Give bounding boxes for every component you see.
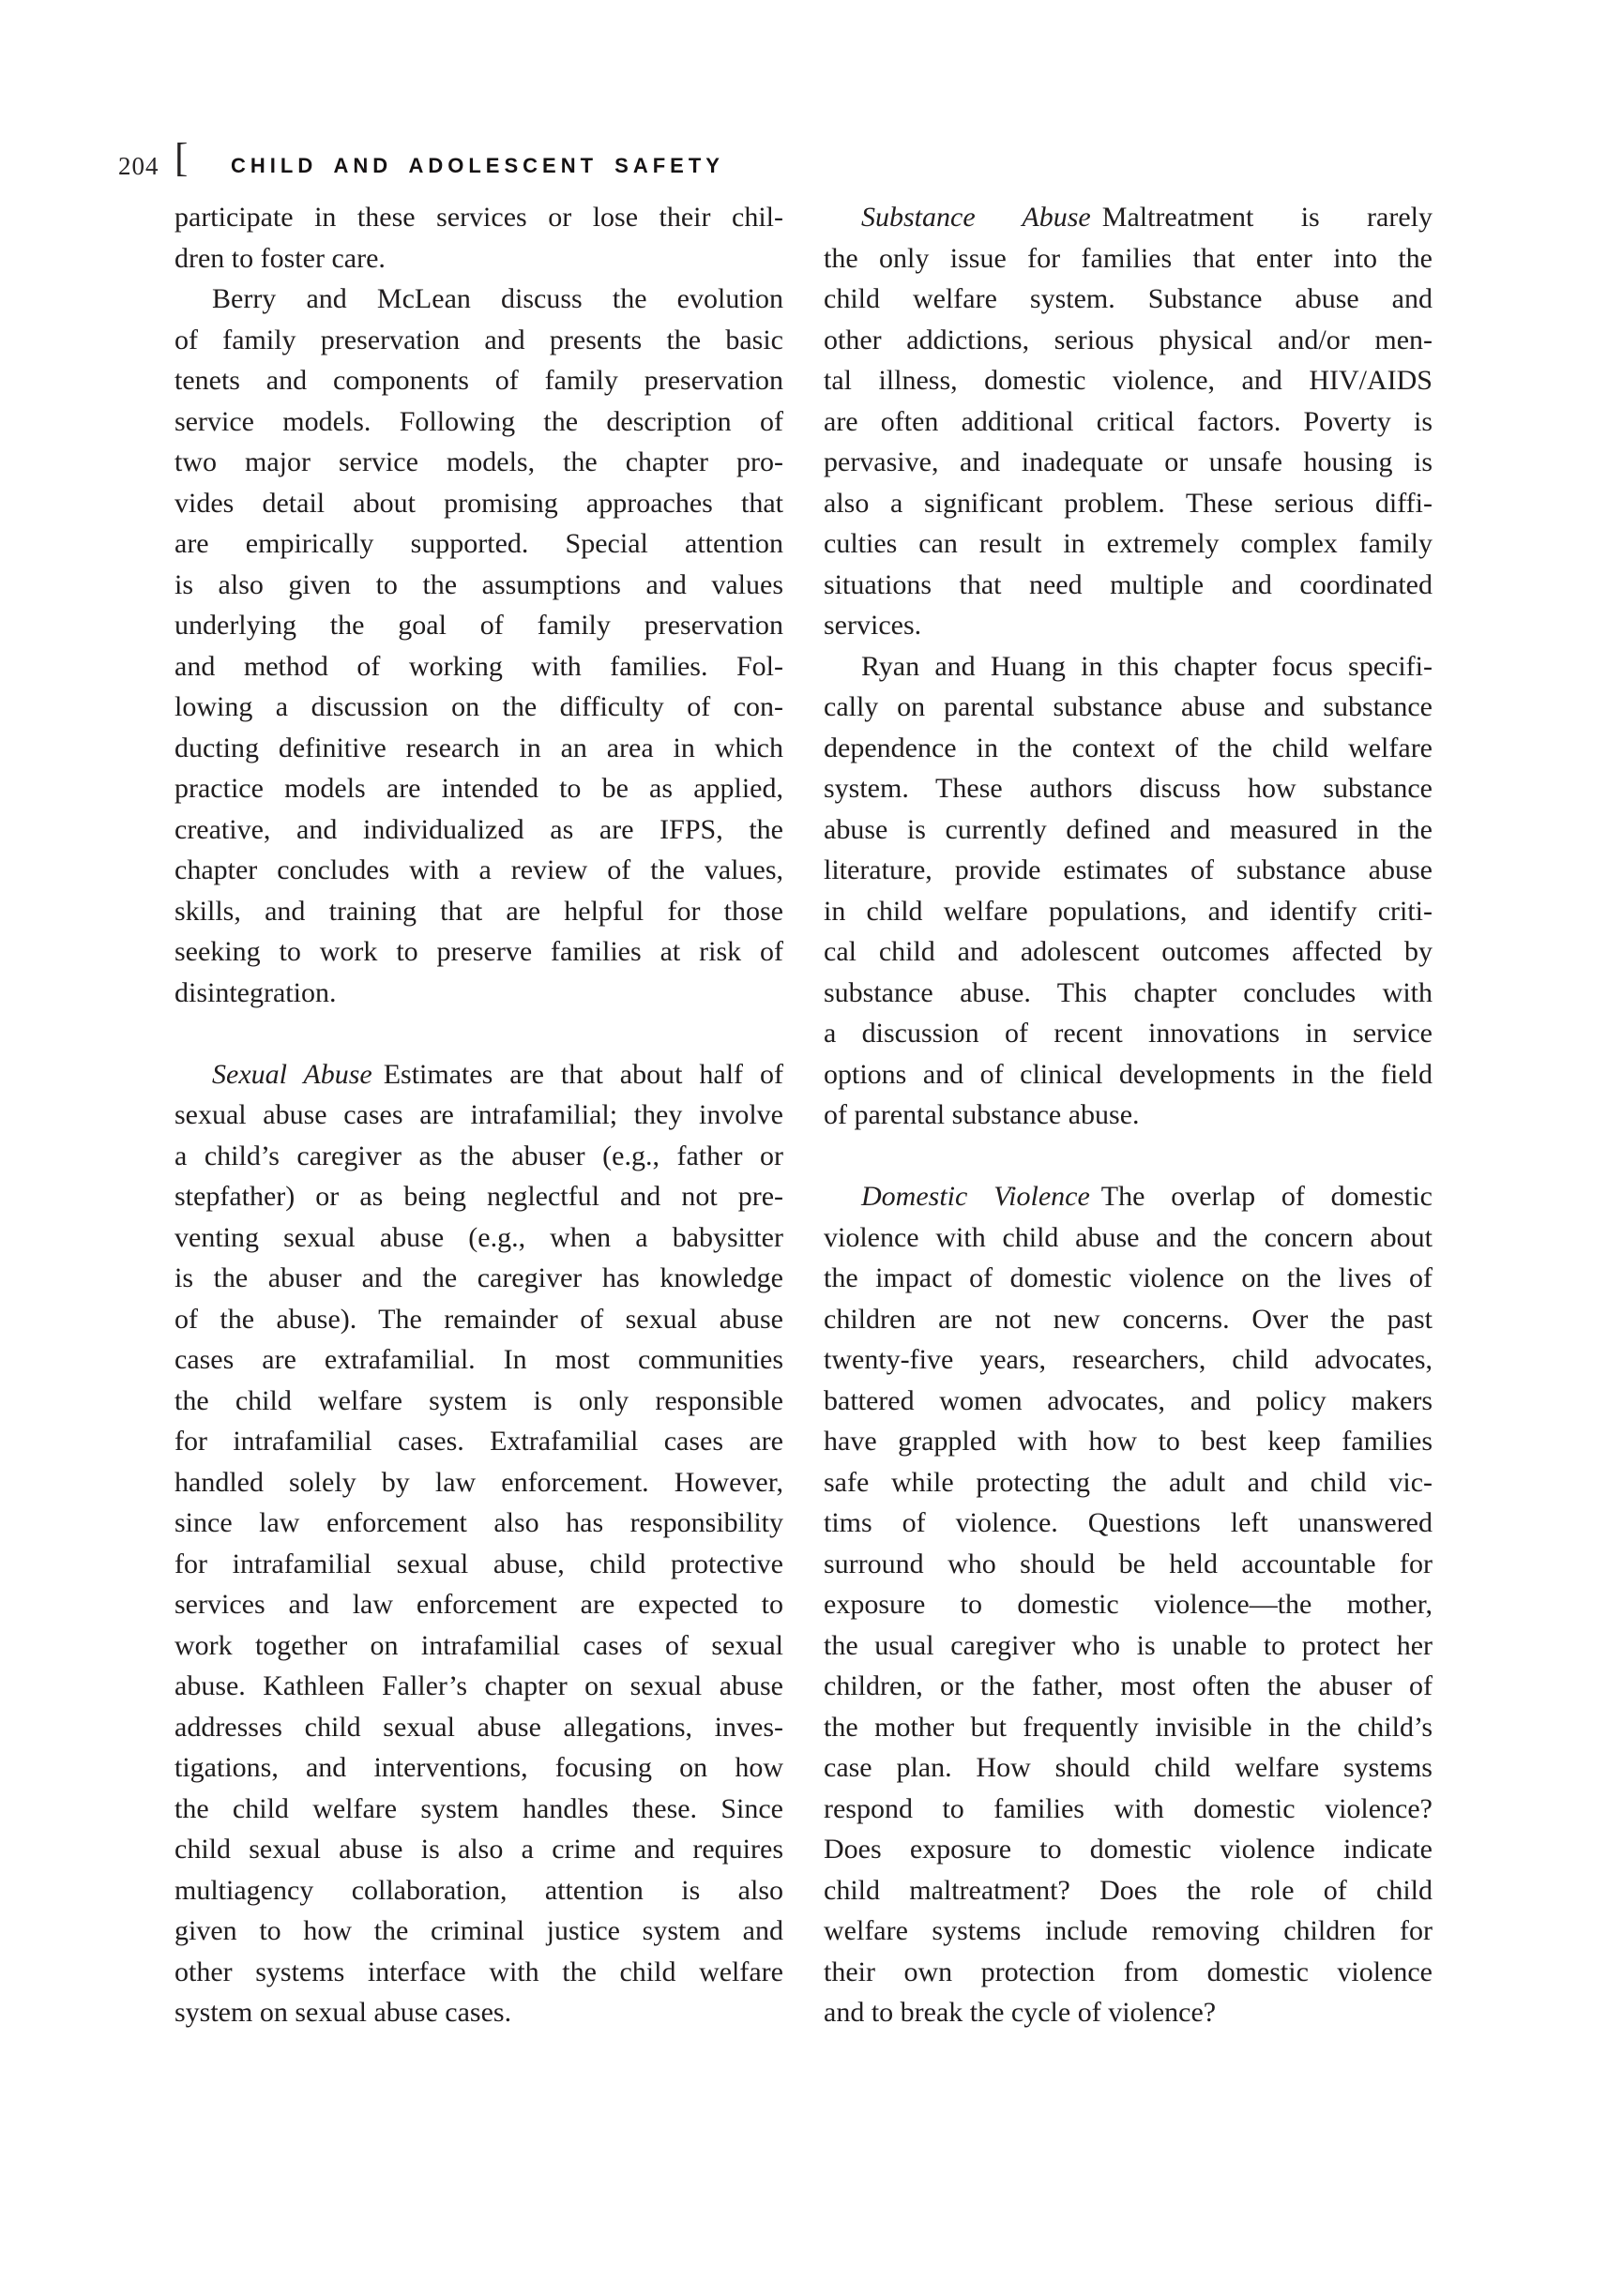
text-line: their own protection from domestic violence xyxy=(824,1956,1433,1987)
text-line: battered women advocates, and policy makers xyxy=(824,1384,1433,1416)
text-line: underlying the goal of family preservation xyxy=(174,610,783,641)
text-line: child sexual abuse is also a crime and requires xyxy=(174,1834,783,1865)
text-line: Berry and McLean discuss the evolution xyxy=(212,283,783,314)
text-line: handled solely by law enforcement. However, xyxy=(174,1466,783,1498)
text-line: other systems interface with the child welfare xyxy=(174,1956,783,1987)
text-column-right xyxy=(824,197,1433,2033)
text-line: of family preservation and presents the basic xyxy=(174,324,783,355)
text-line: stepfather) or as being neglectful and not pre- xyxy=(174,1181,783,1212)
text-line: of parental substance abuse. xyxy=(824,1099,1140,1130)
paragraph xyxy=(824,197,1433,646)
text-line: services. xyxy=(824,610,922,641)
text-line: Substance Abuse Maltreatment is rarely xyxy=(861,202,1433,233)
text-line: disintegration. xyxy=(174,976,337,1008)
section-heading: Sexual Abuse xyxy=(212,1058,372,1090)
text-line: situations that need multiple and coordinated xyxy=(824,568,1433,600)
text-line: vides detail about promising approaches that xyxy=(174,487,783,519)
text-line: also a significant problem. These serious diffi- xyxy=(824,487,1433,519)
text-line: ducting definitive research in an area in which xyxy=(174,732,783,763)
text-line: have grappled with how to best keep families xyxy=(824,1426,1433,1457)
paragraph xyxy=(174,1054,783,2033)
text-line: Domestic Violence The overlap of domestic xyxy=(861,1181,1433,1212)
text-line: respond to families with domestic violence? xyxy=(824,1792,1433,1824)
text-line: lowing a discussion on the difficulty of con- xyxy=(174,691,783,722)
text-line: system. These authors discuss how substance xyxy=(824,773,1433,804)
text-line: substance abuse. This chapter concludes with xyxy=(824,976,1433,1008)
text-line: of the abuse). The remainder of sexual abuse xyxy=(174,1303,783,1335)
text-line: culties can result in extremely complex family xyxy=(824,528,1433,559)
text-line: work together on intrafamilial cases of sexual xyxy=(174,1629,783,1661)
text-line: the mother but frequently invisible in the child’s xyxy=(824,1711,1433,1743)
text-line: a child’s caregiver as the abuser (e.g., father or xyxy=(174,1140,783,1171)
text-line: tal illness, domestic violence, and HIV/AIDS xyxy=(824,365,1433,396)
running-head-title: CHILD AND ADOLESCENT SAFETY xyxy=(231,154,724,177)
text-line: Does exposure to domestic violence indicate xyxy=(824,1834,1433,1865)
text-line: sexual abuse cases are intrafamilial; they involve xyxy=(174,1099,783,1130)
text-line: for intrafamilial sexual abuse, child protective xyxy=(174,1548,783,1579)
text-line: the child welfare system handles these. Since xyxy=(174,1792,783,1824)
text-line: other addictions, serious physical and/or men- xyxy=(824,324,1433,355)
text-line: services and law enforcement are expected to xyxy=(174,1589,783,1620)
text-line: surround who should be held accountable for xyxy=(824,1548,1433,1579)
paragraph xyxy=(174,279,783,1013)
text-line: children, or the father, most often the abuser of xyxy=(824,1670,1433,1701)
text-line: practice models are intended to be as applied, xyxy=(174,773,783,804)
text-line: abuse. Kathleen Faller’s chapter on sexual abuse xyxy=(174,1670,783,1701)
text-line: are often additional critical factors. Poverty is xyxy=(824,405,1433,437)
page-number: 204 xyxy=(118,152,159,180)
paragraph xyxy=(824,646,1433,1136)
text-line: literature, provide estimates of substance abuse xyxy=(824,854,1433,885)
text-line: skills, and training that are helpful for those xyxy=(174,895,783,927)
text-line: in child welfare populations, and identify criti- xyxy=(824,895,1433,927)
text-line: venting sexual abuse (e.g., when a babysitter xyxy=(174,1221,783,1253)
text-line: tenets and components of family preservation xyxy=(174,365,783,396)
text-line: dependence in the context of the child welfare xyxy=(824,732,1433,763)
text-line: safe while protecting the adult and child vic- xyxy=(824,1466,1433,1498)
text-line: and method of working with families. Fol- xyxy=(174,650,783,682)
text-line: options and of clinical developments in the field xyxy=(824,1058,1433,1090)
text-line: case plan. How should child welfare systems xyxy=(824,1752,1433,1783)
text-line: pervasive, and inadequate or unsafe housing is xyxy=(824,446,1433,477)
text-line: dren to foster care. xyxy=(174,242,386,274)
text-column-left xyxy=(174,197,783,2033)
section-heading: Domestic Violence xyxy=(861,1181,1090,1212)
text-line: seeking to work to preserve families at risk of xyxy=(174,936,783,967)
text-line: tigations, and interventions, focusing on how xyxy=(174,1752,783,1783)
text-line: the child welfare system is only responsible xyxy=(174,1384,783,1416)
text-line: cal child and adolescent outcomes affected by xyxy=(824,936,1433,967)
text-line: abuse is currently defined and measured in the xyxy=(824,813,1433,845)
text-line: participate in these services or lose their chil- xyxy=(174,202,783,233)
text-line: service models. Following the description of xyxy=(174,405,783,437)
text-line: system on sexual abuse cases. xyxy=(174,1997,512,2028)
text-line: exposure to domestic violence—the mother, xyxy=(824,1589,1433,1620)
text-line: the only issue for families that enter into the xyxy=(824,242,1433,274)
text-line: addresses child sexual abuse allegations, inves- xyxy=(174,1711,783,1743)
text-line: the usual caregiver who is unable to protect her xyxy=(824,1629,1433,1661)
paragraph xyxy=(174,197,783,279)
text-line: a discussion of recent innovations in service xyxy=(824,1018,1433,1049)
text-line: given to how the criminal justice system and xyxy=(174,1915,783,1946)
text-line: cally on parental substance abuse and substance xyxy=(824,691,1433,722)
text-line: Sexual Abuse Estimates are that about half of xyxy=(212,1058,783,1090)
text-line: multiagency collaboration, attention is also xyxy=(174,1874,783,1906)
text-line: Ryan and Huang in this chapter focus specifi- xyxy=(861,650,1433,682)
text-line: for intrafamilial cases. Extrafamilial cases are xyxy=(174,1426,783,1457)
bracket-ornament: [ xyxy=(174,136,189,180)
text-line: chapter concludes with a review of the values, xyxy=(174,854,783,885)
text-line: since law enforcement also has responsibility xyxy=(174,1507,783,1538)
text-line: and to break the cycle of violence? xyxy=(824,1997,1217,2028)
text-line: violence with child abuse and the concern about xyxy=(824,1221,1433,1253)
text-line: is the abuser and the caregiver has knowledge xyxy=(174,1262,783,1293)
text-line: creative, and individualized as are IFPS, the xyxy=(174,813,783,845)
text-line: is also given to the assumptions and values xyxy=(174,568,783,600)
text-line: tims of violence. Questions left unanswered xyxy=(824,1507,1433,1538)
text-line: cases are extrafamilial. In most communities xyxy=(174,1344,783,1375)
section-heading: Substance Abuse xyxy=(861,202,1091,233)
text-line: are empirically supported. Special attention xyxy=(174,528,783,559)
text-line: two major service models, the chapter pro- xyxy=(174,446,783,477)
text-line: child maltreatment? Does the role of child xyxy=(824,1874,1433,1906)
paragraph xyxy=(824,1176,1433,2033)
text-line: children are not new concerns. Over the past xyxy=(824,1303,1433,1335)
text-line: twenty-five years, researchers, child advocates, xyxy=(824,1344,1433,1375)
text-line: the impact of domestic violence on the lives of xyxy=(824,1262,1433,1293)
text-line: welfare systems include removing children for xyxy=(824,1915,1433,1946)
text-line: child welfare system. Substance abuse and xyxy=(824,283,1433,314)
